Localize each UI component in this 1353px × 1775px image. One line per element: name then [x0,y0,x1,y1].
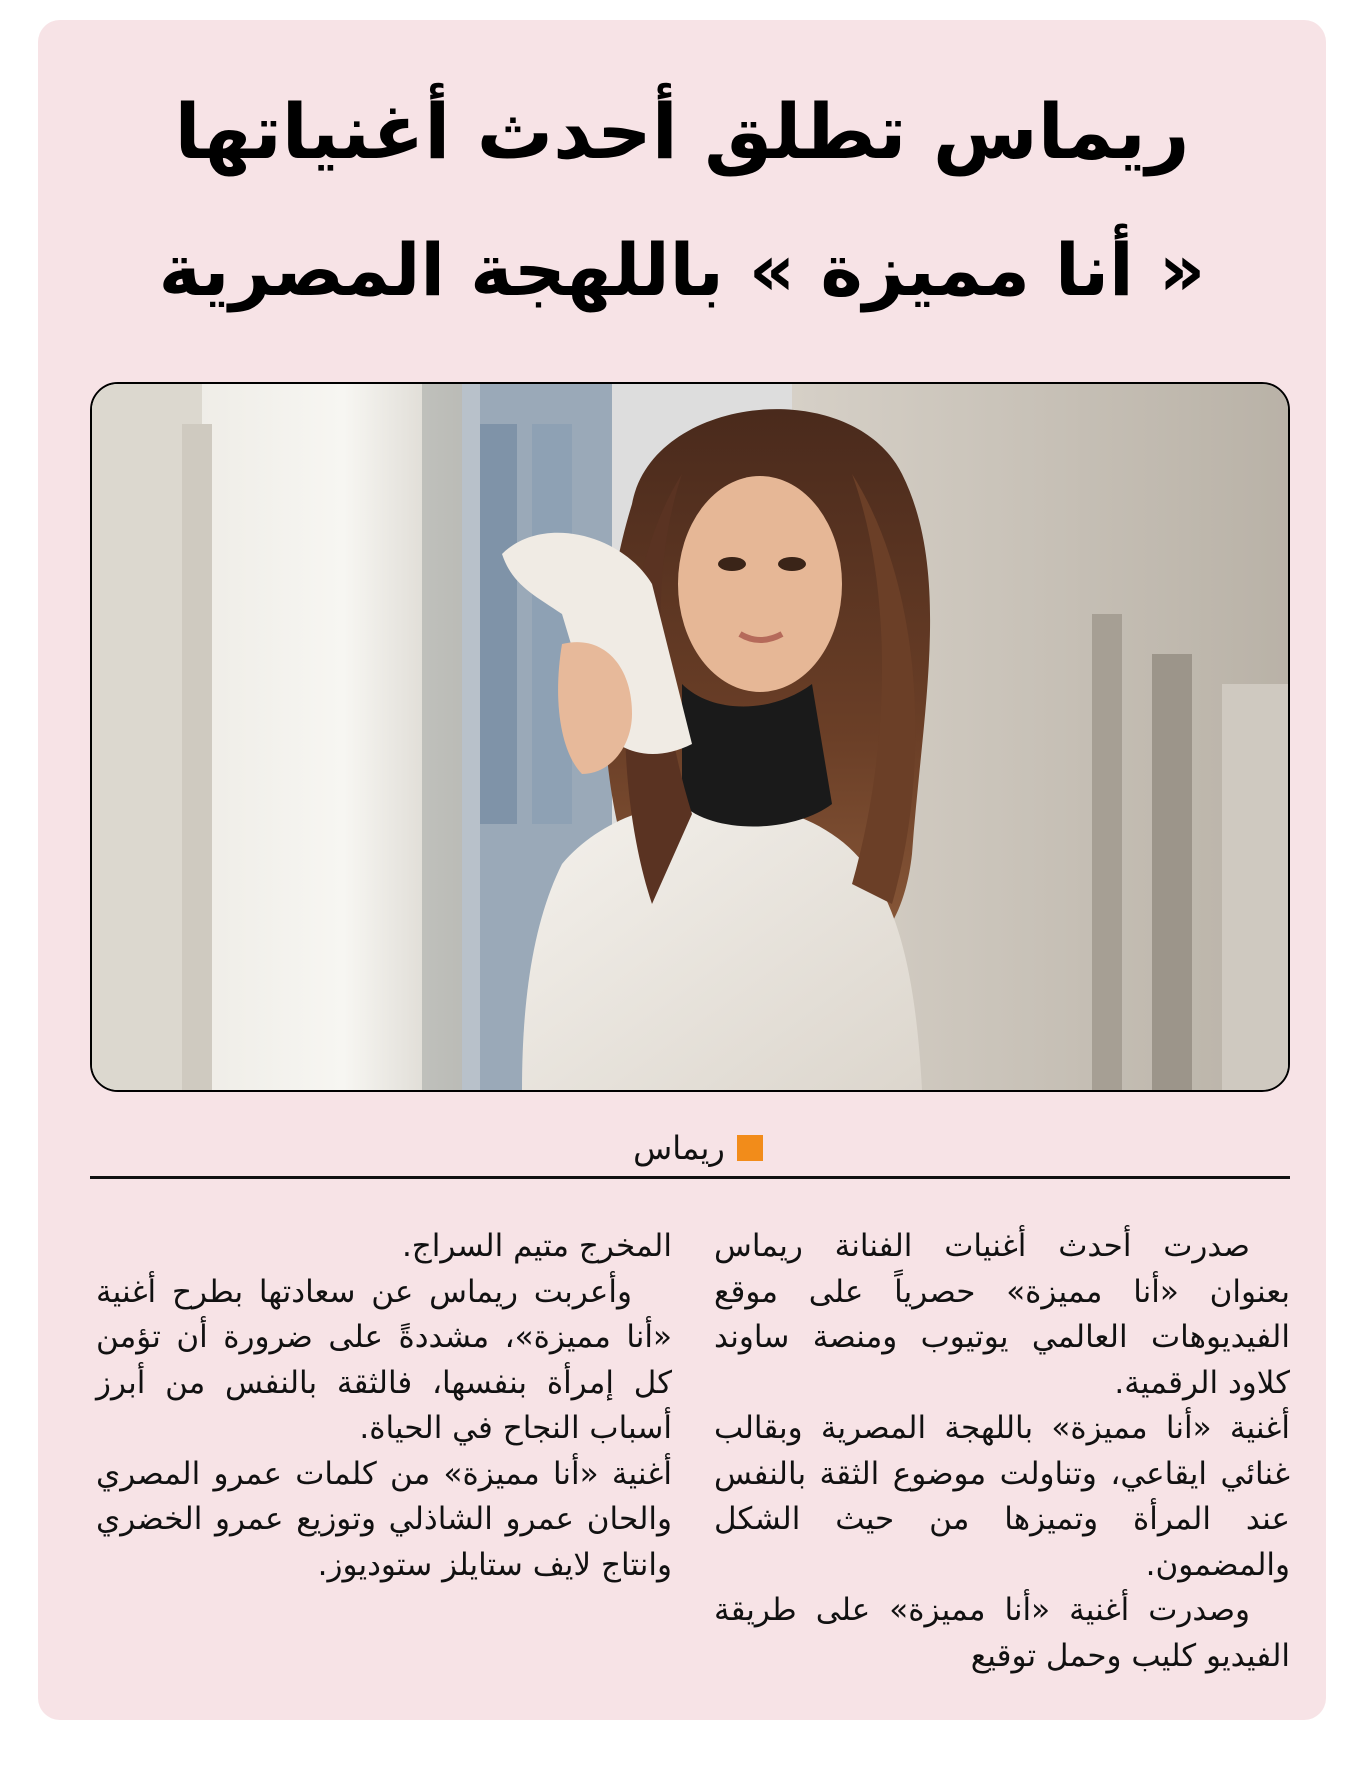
paragraph: صدرت أحدث أغنيات الفنانة ريماس بعنوان «أنا مميزة» حصرياً على موقع الفيديوهات العالمي يوتيوب ومنصة ساوند كلاود الرقمية. [714,1228,1290,1401]
article-column-left [96,1224,672,1588]
paragraph: المخرج متيم السراج. [401,1228,672,1264]
caption-marker-icon [737,1135,763,1161]
article-card [38,20,1326,1720]
photo-caption [538,1124,858,1172]
article-photo [90,382,1290,1092]
headline-line-1: ريماس تطلق أحدث أغنياتها [174,87,1190,176]
paragraph: أغنية «أنا مميزة» باللهجة المصرية وبقالب غنائي ايقاعي، وتناولت موضوع الثقة بالنفس عند المرأة وتميزها من حيث الشكل والمضمون. [714,1410,1290,1583]
headline-line-2: « أنا مميزة » باللهجة المصرية [158,228,1206,312]
paragraph: وأعربت ريماس عن سعادتها بطرح أغنية «أنا مميزة»، مشددةً على ضرورة أن تؤمن كل إمرأة بنفسها، فالثقة بالنفس من أبرز أسباب النجاح في الحياة. [96,1273,672,1446]
paragraph: وصدرت أغنية «أنا مميزة» على طريقة الفيديو كليب وحمل توقيع [714,1592,1290,1674]
paragraph: أغنية «أنا مميزة» من كلمات عمرو المصري والحان عمرو الشاذلي وتوزيع عمرو الخضري وانتاج لايف ستايلز ستوديوز. [96,1455,672,1583]
portrait-photo [92,384,1288,1090]
divider-rule [90,1176,1290,1179]
article-column-right [714,1224,1290,1679]
caption-text: ريماس [633,1129,725,1167]
